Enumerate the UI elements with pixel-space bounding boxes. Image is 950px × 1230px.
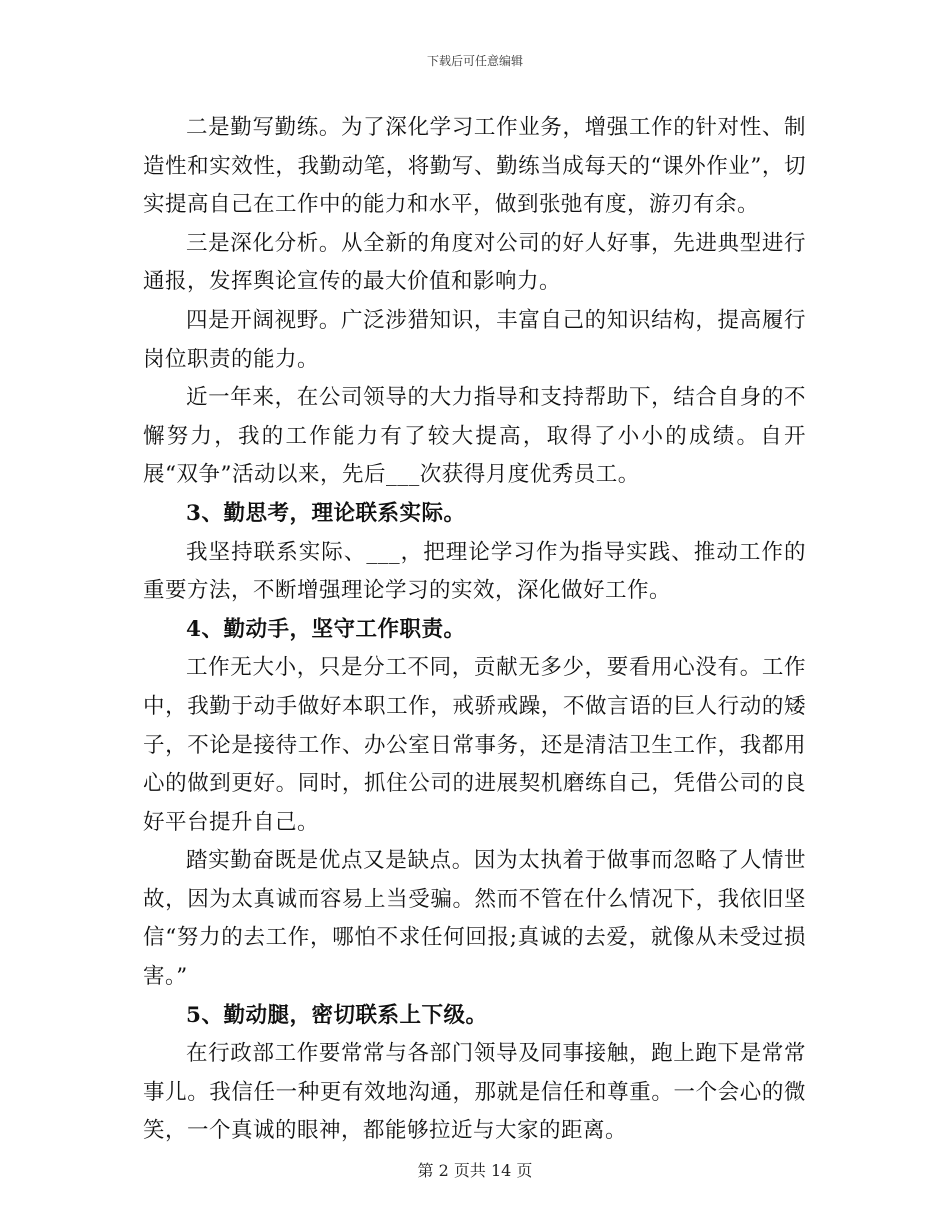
paragraph: 四是开阔视野。广泛涉猎知识，丰富自己的知识结构，提高履行岗位职责的能力。: [143, 307, 806, 372]
paragraph: 近一年来，在公司领导的大力指导和支持帮助下，结合自身的不懈努力，我的工作能力有了较大提高，取得了小小的成绩。自开展“双争”活动以来，先后___次获得月度优秀员工。: [143, 385, 806, 488]
section-heading: 3、勤思考，理论联系实际。: [186, 500, 466, 526]
document-body: [143, 109, 806, 1151]
paragraph: 在行政部工作要常常与各部门领导及同事接触，跑上跑下是常常事儿。我信任一种更有效地沟通，那就是信任和尊重。一个会心的微笑，一个真诚的眼神，都能够拉近与大家的距离。: [143, 1041, 806, 1144]
page-footer: 第 2 页共 14 页: [417, 1161, 533, 1180]
section-heading: 5、勤动腿，密切联系上下级。: [186, 1002, 488, 1028]
paragraph: 踏实勤奋既是优点又是缺点。因为太执着于做事而忽略了人情世故，因为太真诚而容易上当受骗。然而不管在什么情况下，我依旧坚信“努力的去工作，哪怕不求任何回报;真诚的去爱，就像从未受过损害。”: [143, 848, 806, 990]
paragraph: 二是勤写勤练。为了深化学习工作业务，增强工作的针对性、制造性和实效性，我勤动笔，将勤写、勤练当成每天的“课外作业”，切实提高自己在工作中的能力和水平，做到张弛有度，游刃有余。: [143, 115, 806, 218]
page-header: 下载后可任意编辑: [426, 54, 523, 68]
section-heading: 4、勤动手，坚守工作职责。: [186, 616, 466, 642]
paragraph: 我坚持联系实际、___，把理论学习作为指导实践、推动工作的重要方法，不断增强理论学习的实效，深化做好工作。: [143, 539, 806, 604]
paragraph: 工作无大小，只是分工不同，贡献无多少，要看用心没有。工作中，我勤于动手做好本职工作，戒骄戒躁，不做言语的巨人行动的矮子，不论是接待工作、办公室日常事务，还是清洁卫生工作，我都用心的做到更好。同时，抓住公司的进展契机磨练自己，凭借公司的良好平台提升自己。: [143, 655, 806, 835]
paragraph: 三是深化分析。从全新的角度对公司的好人好事，先进典型进行通报，发挥舆论宣传的最大价值和影响力。: [143, 230, 806, 295]
